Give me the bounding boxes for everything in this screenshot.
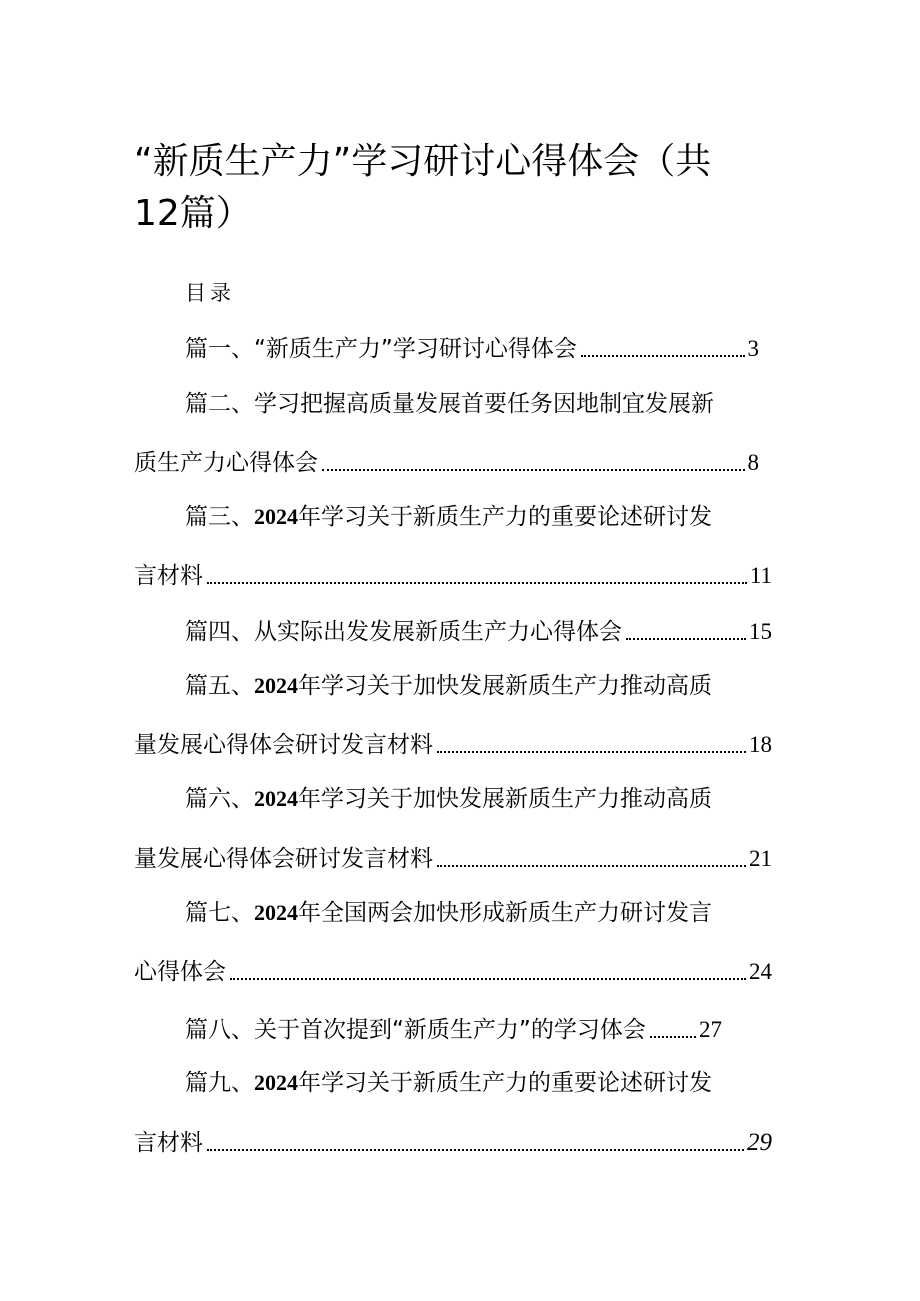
toc-entry-title: 篇一、“新质生产力”学习研讨心得体会 <box>185 336 577 362</box>
toc-entry-prefix: 篇七、 <box>185 900 254 926</box>
toc-entry-year: 2024 <box>254 673 298 698</box>
toc-entry-prefix: 篇六、 <box>185 786 254 812</box>
toc-entry-title: 心得体会 <box>134 959 226 985</box>
toc-entry-year: 2024 <box>254 786 298 811</box>
toc-dot-leader <box>581 355 745 357</box>
toc-page-number: 11 <box>749 563 772 588</box>
toc-entry-4[interactable] <box>185 613 772 647</box>
toc-dot-leader <box>626 638 746 640</box>
toc-entry-title: 量发展心得体会研讨发言材料 <box>134 846 433 872</box>
toc-page-number: 27 <box>699 1017 722 1042</box>
toc-entry-title: 年学习关于新质生产力的重要论述研讨发 <box>298 1070 712 1096</box>
toc-entry-title: 量发展心得体会研讨发言材料 <box>134 732 433 758</box>
toc-page-number: 18 <box>749 732 772 757</box>
toc-entry-title: 言材料 <box>134 1130 203 1156</box>
toc-dot-leader <box>437 865 746 867</box>
toc-entry-2-line-2[interactable] <box>134 444 759 478</box>
toc-dot-leader <box>650 1036 696 1038</box>
toc-entry-3-line-1[interactable] <box>185 502 712 536</box>
toc-page-number: 8 <box>747 450 759 475</box>
document-title: “新质生产力”学习研讨心得体会（共12篇） <box>134 141 712 234</box>
toc-entry-year: 2024 <box>254 900 298 925</box>
toc-entry-title: 篇八、关于首次提到“新质生产力”的学习体会 <box>185 1017 646 1043</box>
toc-entry-year: 2024 <box>254 1070 298 1095</box>
toc-entry-prefix: 篇三、 <box>185 504 254 530</box>
toc-entry-9-line-2[interactable] <box>134 1124 772 1158</box>
toc-heading: 目录 <box>185 281 235 305</box>
toc-entry-title: 篇四、从实际出发发展新质生产力心得体会 <box>185 619 622 645</box>
toc-entry-title: 年学习关于加快发展新质生产力推动高质 <box>298 786 712 812</box>
toc-dot-leader <box>207 582 747 584</box>
toc-page-number: 24 <box>749 959 772 984</box>
toc-entry-5-line-2[interactable] <box>134 726 772 760</box>
toc-dot-leader <box>207 1149 744 1151</box>
toc-entry-title: 年学习关于加快发展新质生产力推动高质 <box>298 673 712 699</box>
toc-entry-year: 2024 <box>254 504 298 529</box>
toc-entry-title: 质生产力心得体会 <box>134 450 318 476</box>
toc-entry-prefix: 篇九、 <box>185 1070 254 1096</box>
toc-dot-leader <box>230 978 746 980</box>
toc-entry-3-line-2[interactable] <box>134 557 772 591</box>
toc-entry-8[interactable] <box>185 1011 722 1045</box>
toc-entry-5-line-1[interactable] <box>185 671 712 705</box>
toc-entry-7-line-1[interactable] <box>185 898 712 932</box>
toc-entry-title: 年学习关于新质生产力的重要论述研讨发 <box>298 504 712 530</box>
toc-entry-title: 年全国两会加快形成新质生产力研讨发言 <box>298 900 712 926</box>
toc-page-number: 21 <box>749 846 772 871</box>
toc-entry-2-line-1[interactable]: 篇二、学习把握高质量发展首要任务因地制宜发展新 <box>185 391 714 417</box>
toc-page-number: 29 <box>747 1129 772 1156</box>
toc-entry-title: 言材料 <box>134 563 203 589</box>
toc-entry-7-line-2[interactable] <box>134 953 772 987</box>
toc-entry-1[interactable] <box>185 330 759 364</box>
toc-dot-leader <box>437 751 746 753</box>
toc-dot-leader <box>322 469 745 471</box>
toc-entry-6-line-2[interactable] <box>134 840 772 874</box>
toc-page-number: 3 <box>747 336 759 361</box>
toc-entry-6-line-1[interactable] <box>185 784 712 818</box>
toc-entry-prefix: 篇五、 <box>185 673 254 699</box>
toc-page-number: 15 <box>749 619 772 644</box>
toc-entry-9-line-1[interactable] <box>185 1068 712 1102</box>
